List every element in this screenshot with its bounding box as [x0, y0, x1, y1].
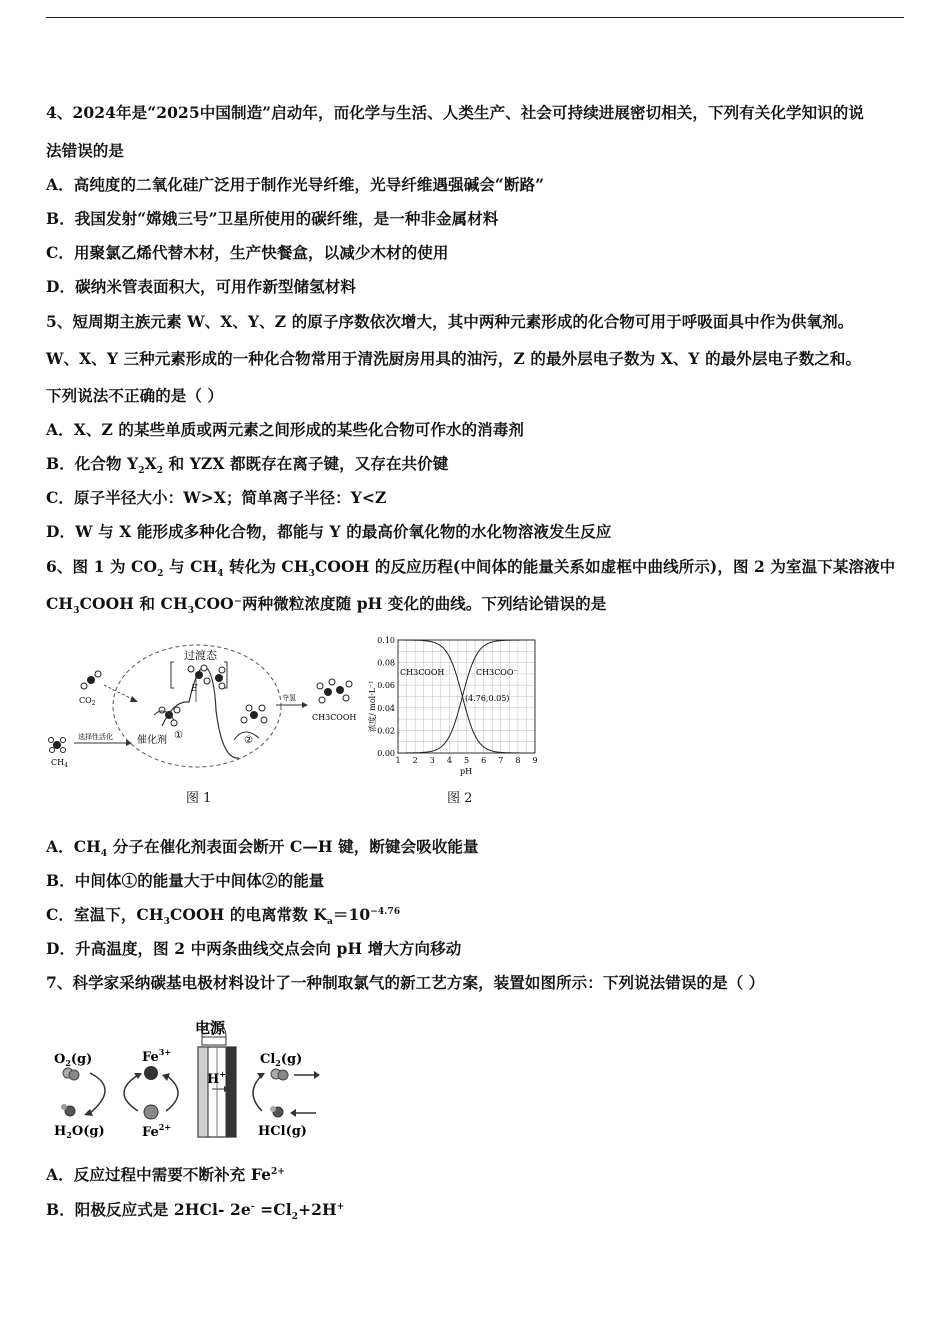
q7-option-b: B．阳极反应式是 2HCl- $2e^- =Cl_2+2H^+$ [46, 1200, 345, 1223]
x-tick-label: 2 [412, 756, 418, 765]
o2-molecule-icon [63, 1068, 79, 1080]
q4-option-a: A．高纯度的二氧化硅广泛用于制作光导纤维，光导纤维遇强碱会“断路” [46, 175, 545, 194]
figure-electrolysis-device [50, 1013, 335, 1145]
q6-stem-line1: 6、图 1 为 $CO_2$ 与 $CH_4$ 转化为 $CH_3COOH$ 的反应历程(中间体的能量关系如虚框中曲线所示)，图 2 为室温下某溶液中 [46, 557, 896, 580]
left-electrode [198, 1047, 208, 1137]
fe2-label: $Fe^{2+}$ [142, 1122, 172, 1140]
y-tick-label: 0.08 [377, 658, 395, 668]
q6-stem-line2: $CH_3COOH$ 和 $CH_3COO^-$两种微粒浓度随 pH 变化的曲线。下列结论错误的是 [46, 594, 607, 617]
q5-option-c: C．原子半径大小：W>X；简单离子半径：Y<Z [46, 488, 387, 507]
x-tick-label: 4 [446, 756, 452, 765]
o2-label: $O_2(g)$ [54, 1052, 93, 1068]
q4-option-b: B．我国发射“嫦娥三号”卫星所使用的碳纤维，是一种非金属材料 [46, 209, 499, 228]
q6-option-d: D．升高温度，图 2 中两条曲线交点会向 pH 增大方向移动 [46, 939, 462, 958]
power-source-label: 电源 [195, 1019, 226, 1037]
figure-2-chart [358, 632, 548, 778]
co2-label: $CO_2$ [79, 696, 96, 707]
q4-option-d: D．碳纳米管表面积大，可用作新型储氢材料 [46, 277, 356, 296]
intermediate-1-molecule-icon [159, 707, 180, 726]
figure-2-caption: 图 2 [447, 791, 473, 806]
activation-energy-label: E [191, 684, 198, 694]
y-tick-label: 0.02 [377, 726, 395, 736]
intermediate-1-mark: ① [174, 730, 183, 741]
intersection-point-label: (4.76,0.05) [465, 694, 510, 703]
y-tick-label: 0.10 [377, 636, 395, 645]
figure-1-reaction-pathway [44, 630, 374, 780]
x-tick-label: 9 [532, 756, 538, 765]
fe3-label: $Fe^{3+}$ [142, 1047, 172, 1065]
series-ch3cooh-label: CH3COOH [400, 668, 445, 677]
q5-option-a: A．X、Z 的某些单质或两元素之间形成的某些化合物可作水的消毒剂 [46, 420, 524, 439]
intermediate-dashed-frame [113, 645, 281, 767]
h2o-label: $H_2O(g)$ [54, 1124, 105, 1140]
fe2-ion-icon [144, 1105, 158, 1119]
ch4-molecule-icon [49, 738, 66, 753]
x-tick-label: 5 [463, 756, 470, 765]
transition-state-label: 过渡态 [184, 649, 217, 662]
q4-stem-line2: 法错误的是 [46, 141, 125, 160]
q5-option-b: B．化合物 $Y_2X_2$ 和 YZX 都既存在离子键，又存在共价键 [46, 454, 449, 477]
y-tick-label: 0.04 [377, 703, 395, 713]
hplus-label: H+ [207, 1069, 226, 1087]
x-tick-label: 1 [395, 756, 401, 765]
intermediate-2-molecule-icon [241, 705, 267, 723]
q5-stem-line2: W、X、Y 三种元素形成的一种化合物常用于清洗厨房用具的油污，Z 的最外层电子数为 X、Y 的最外层电子数之和。 [46, 349, 862, 368]
q6-option-b: B．中间体①的能量大于中间体②的能量 [46, 871, 325, 890]
x-tick-label: 3 [429, 756, 435, 765]
cl2-label: $Cl_2(g)$ [260, 1052, 303, 1068]
q7-stem: 7、科学家采纳碳基电极材料设计了一种制取氯气的新工艺方案，装置如图所示：下列说法错误的是（ ） [46, 973, 765, 992]
co2-molecule-icon [81, 671, 101, 689]
q5-option-d: D．W 与 X 能形成多种化合物，都能与 Y 的最高价氧化物的水化物溶液发生反应 [46, 522, 612, 541]
catalyst-label: 催化剂 [137, 735, 167, 746]
ch4-label: $CH_4$ [51, 758, 68, 769]
q6-option-c: C．室温下，$CH_3COOH$ 的电离常数 $K_a=10^{-4.76}$ [46, 905, 401, 928]
q6-option-a: A．$CH_4$ 分子在催化剂表面会断开 C—H 键，断键会吸收能量 [46, 837, 479, 860]
fe3-ion-icon [144, 1066, 158, 1080]
q7-option-a: A．反应过程中需要不断补充 $Fe^{2+}$ [46, 1165, 286, 1184]
figure-1-caption: 图 1 [186, 791, 212, 806]
x-tick-label: 8 [515, 756, 521, 765]
q4-stem-line1: 4、2024年是“2025中国制造”启动年，而化学与生活、人类生产、社会可持续进展密切相关，下列有关化学知识的说 [46, 103, 864, 122]
intermediate-2-mark: ② [244, 735, 253, 746]
header-rule [46, 17, 904, 18]
y-tick-labels [377, 636, 395, 758]
h2o-molecule-icon [61, 1104, 75, 1116]
hcl-label: HCl(g) [258, 1124, 307, 1139]
ch3cooh-label: CH3COOH [312, 713, 357, 722]
x-tick-labels [395, 756, 537, 765]
power-source-icon [202, 1037, 226, 1045]
q5-stem-line3: 下列说法不正确的是（ ） [46, 386, 224, 405]
x-tick-label: 7 [498, 756, 504, 765]
right-electrode [226, 1047, 236, 1137]
q5-stem-line1: 5、短周期主族元素 W、X、Y、Z 的原子序数依次增大，其中两种元素形成的化合物可用于呼吸面具中作为供氧剂。 [46, 312, 854, 331]
selective-activation-label: 选择性活化 [78, 733, 113, 741]
capture-label: 夺氢 [282, 694, 296, 702]
x-axis-label: pH [460, 767, 473, 776]
y-axis-label: 浓度/ mol·L⁻¹ [368, 680, 377, 732]
q4-option-c: C．用聚氯乙烯代替木材，生产快餐盒，以减少木材的使用 [46, 243, 449, 262]
x-tick-label: 6 [481, 756, 487, 765]
series-ch3coo-label: CH3COO⁻ [476, 668, 518, 677]
y-tick-label: 0.06 [377, 681, 395, 691]
hcl-molecule-icon [270, 1106, 283, 1117]
ch3cooh-molecule-icon [317, 679, 352, 703]
y-tick-label: 0.00 [377, 749, 395, 758]
cl2-molecule-icon [271, 1069, 288, 1080]
